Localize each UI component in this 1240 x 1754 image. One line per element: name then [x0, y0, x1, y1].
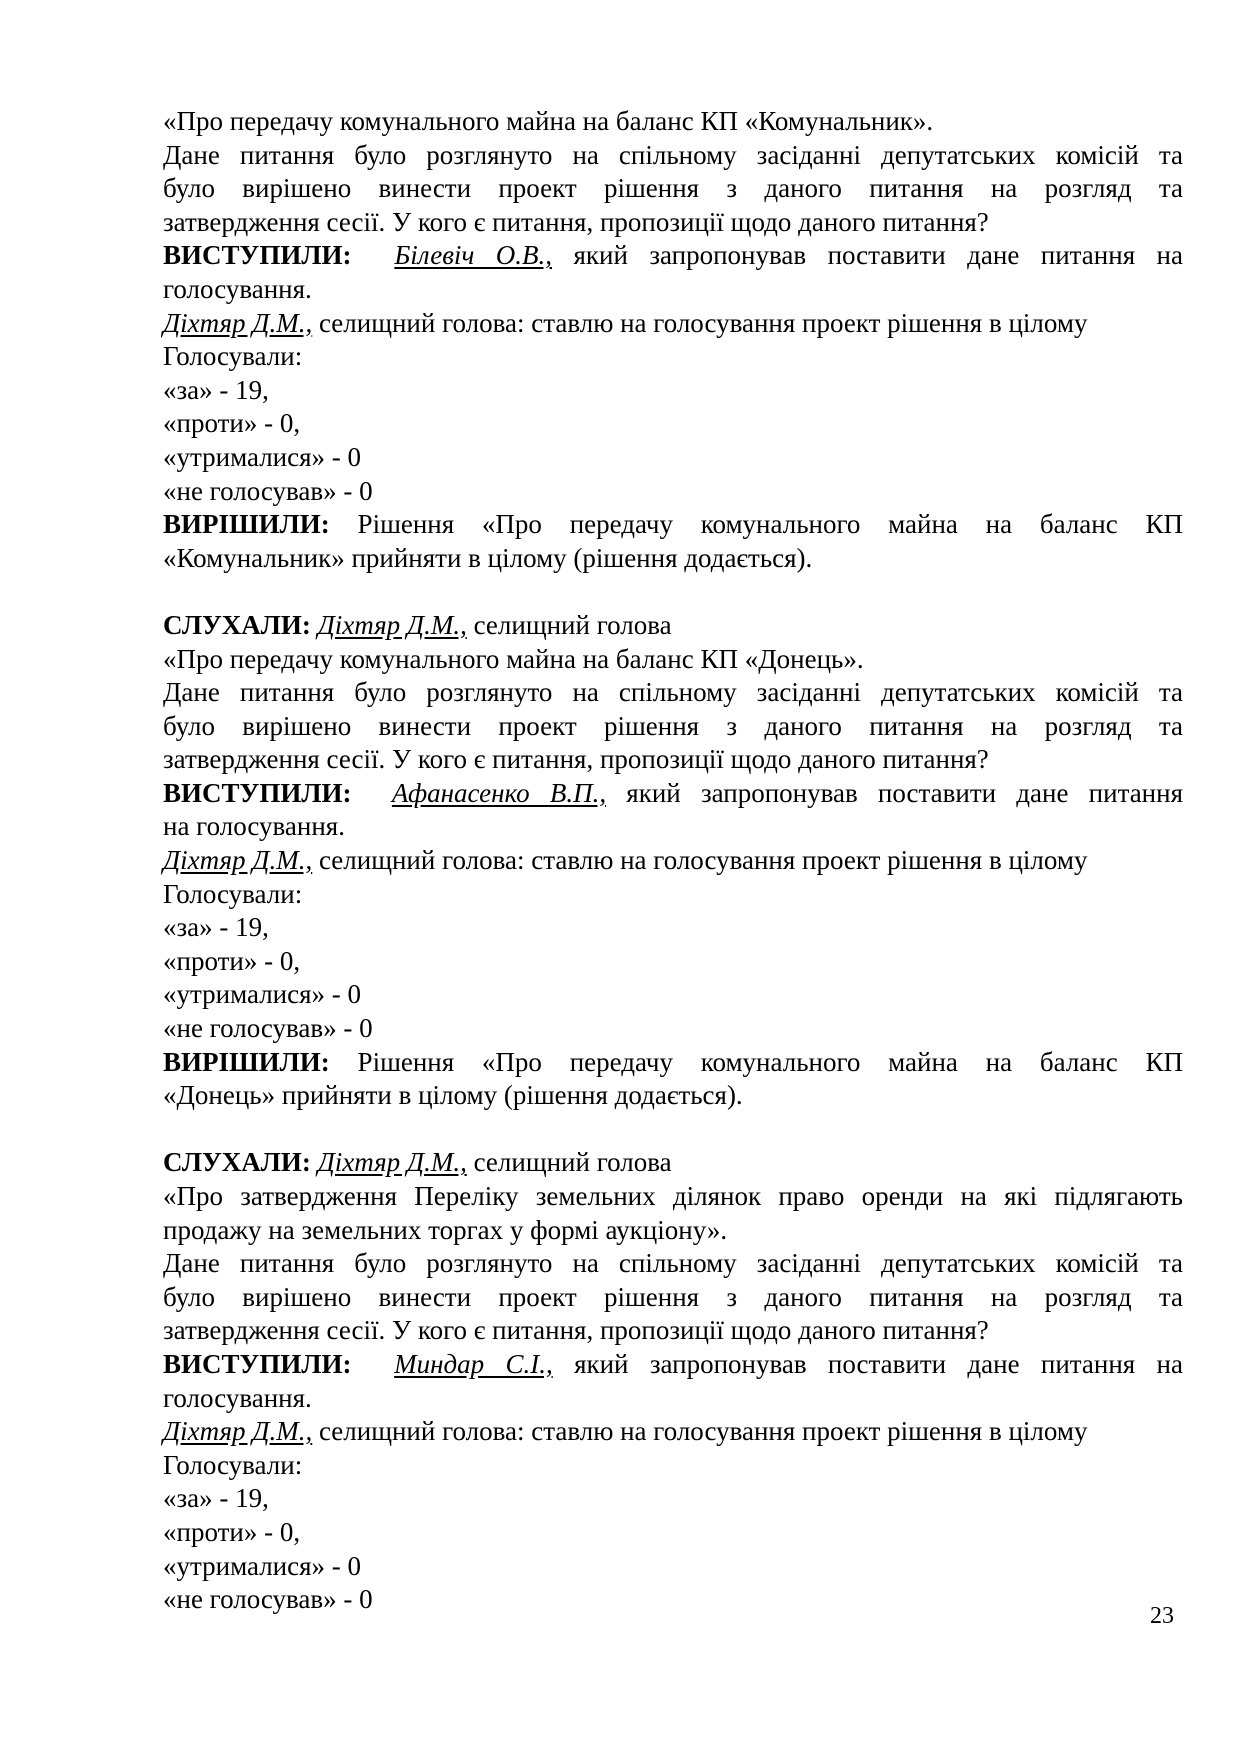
heard-label: СЛУХАЛИ:: [163, 1147, 311, 1178]
item-3-vote-against: «проти» - 0,: [163, 1516, 301, 1547]
decision-label: ВИРІШИЛИ:: [163, 1046, 330, 1077]
item-2-title: «Про передачу комунального майна на баланс КП «Донець».: [163, 643, 864, 674]
item-1-chair-line: [163, 307, 1183, 341]
item-2-desc-line-3: затвердження сесії. У кого є питання, пропозиції щодо даного питання?: [163, 744, 989, 775]
speakers-label: ВИСТУПИЛИ:: [163, 777, 352, 808]
item-2-vote-not-voted: «не голосував» - 0: [163, 1013, 373, 1044]
chair-name: Діхтяр Д.М.,: [163, 1416, 313, 1447]
item-2-decision: [163, 1046, 1183, 1080]
chair-name: Діхтяр Д.М.,: [317, 1147, 467, 1178]
speakers-label: ВИСТУПИЛИ:: [163, 1348, 352, 1379]
item-3-desc-line-1: Дане питання було розглянуто на спільному засіданні депутатських комісій та: [163, 1248, 1183, 1279]
document-body: [163, 105, 1183, 1617]
item-1-speakers-cont: голосування.: [163, 273, 312, 304]
speaker-name: Миндар С.І.,: [394, 1348, 553, 1379]
item-3-desc-line-2: було вирішено винести проект рішення з даного питання на розгляд та: [163, 1281, 1183, 1312]
item-3-desc-line-3: затвердження сесії. У кого є питання, пропозиції щодо даного питання?: [163, 1315, 989, 1346]
item-1-vote-against: «проти» - 0,: [163, 408, 301, 439]
item-3-title-line-2: продажу на земельних торгах у формі аукціону».: [163, 1214, 728, 1245]
item-2-chair-line: [163, 844, 1183, 878]
page-number: 23: [1150, 1603, 1174, 1629]
speaker-text: який запропонував поставити дане питання на: [552, 240, 1183, 271]
item-3-heard: [163, 1146, 1183, 1180]
item-2-desc-line-2: було вирішено винести проект рішення з даного питання на розгляд та: [163, 710, 1183, 741]
item-1-vote-not-voted: «не голосував» - 0: [163, 475, 373, 506]
speaker-name: Афанасенко В.П.,: [391, 777, 607, 808]
chair-text: селищний голова: ставлю на голосування проект рішення в цілому: [312, 845, 1088, 876]
item-1-speakers: [163, 239, 1183, 273]
item-2-heard: [163, 609, 1183, 643]
chair-name: Діхтяр Д.М.,: [317, 609, 467, 640]
item-1-vote-heading: Голосували:: [163, 341, 303, 372]
item-3-speakers: [163, 1348, 1183, 1382]
item-2-decision-cont: «Донець» прийняти в цілому (рішення додається).: [163, 1080, 743, 1111]
speakers-label: ВИСТУПИЛИ:: [163, 240, 352, 271]
item-3-vote-not-voted: «не голосував» - 0: [163, 1584, 373, 1615]
spacer: [163, 1113, 1183, 1147]
decision-text: Рішення «Про передачу комунального майна на баланс КП: [329, 1046, 1183, 1077]
item-2-speakers: [163, 777, 1183, 811]
item-1-vote-for: «за» - 19,: [163, 374, 269, 405]
item-1-title: «Про передачу комунального майна на баланс КП «Комунальник».: [163, 106, 934, 136]
item-2-vote-abstained: «утрималися» - 0: [163, 979, 362, 1010]
speaker-name: Білевіч О.В.,: [394, 240, 553, 271]
speaker-text: який запропонував поставити дане питання на: [552, 1348, 1183, 1379]
item-1-desc-line-2: було вирішено винести проект рішення з даного питання на розгляд та: [163, 173, 1183, 204]
item-3-speakers-cont: голосування.: [163, 1382, 312, 1413]
item-1-vote-abstained: «утрималися» - 0: [163, 441, 362, 472]
item-2-vote-heading: Голосували:: [163, 878, 303, 909]
heard-label: СЛУХАЛИ:: [163, 609, 311, 640]
item-2-vote-for: «за» - 19,: [163, 912, 269, 943]
chair-name: Діхтяр Д.М.,: [163, 307, 313, 338]
item-3-vote-heading: Голосували:: [163, 1449, 303, 1480]
decision-text: Рішення «Про передачу комунального майна на баланс КП: [329, 509, 1183, 540]
chair-title: селищний голова: [466, 1147, 672, 1178]
item-1-desc-line-1: Дане питання було розглянуто на спільному засіданні депутатських комісій та: [163, 139, 1183, 170]
item-3-chair-line: [163, 1415, 1183, 1449]
item-1-decision: [163, 508, 1183, 542]
chair-name: Діхтяр Д.М.,: [163, 845, 313, 876]
chair-text: селищний голова: ставлю на голосування проект рішення в цілому: [312, 307, 1088, 338]
item-3-vote-for: «за» - 19,: [163, 1483, 269, 1514]
item-2-vote-against: «проти» - 0,: [163, 945, 301, 976]
chair-title: селищний голова: [466, 609, 672, 640]
chair-text: селищний голова: ставлю на голосування проект рішення в цілому: [312, 1416, 1088, 1447]
decision-label: ВИРІШИЛИ:: [163, 509, 330, 540]
item-3-vote-abstained: «утрималися» - 0: [163, 1550, 362, 1581]
item-2-desc-line-1: Дане питання було розглянуто на спільному засіданні депутатських комісій та: [163, 677, 1183, 708]
item-1-desc-line-3: затвердження сесії. У кого є питання, пропозиції щодо даного питання?: [163, 206, 989, 237]
item-1-decision-cont: «Комунальник» прийняти в цілому (рішення додається).: [163, 542, 813, 573]
speaker-text: який запропонував поставити дане питання: [606, 777, 1183, 808]
item-3-title-line-1: «Про затвердження Переліку земельних ділянок право оренди на які підлягають: [163, 1181, 1183, 1211]
item-2-speakers-cont: на голосування.: [163, 811, 345, 842]
spacer: [163, 575, 1183, 609]
